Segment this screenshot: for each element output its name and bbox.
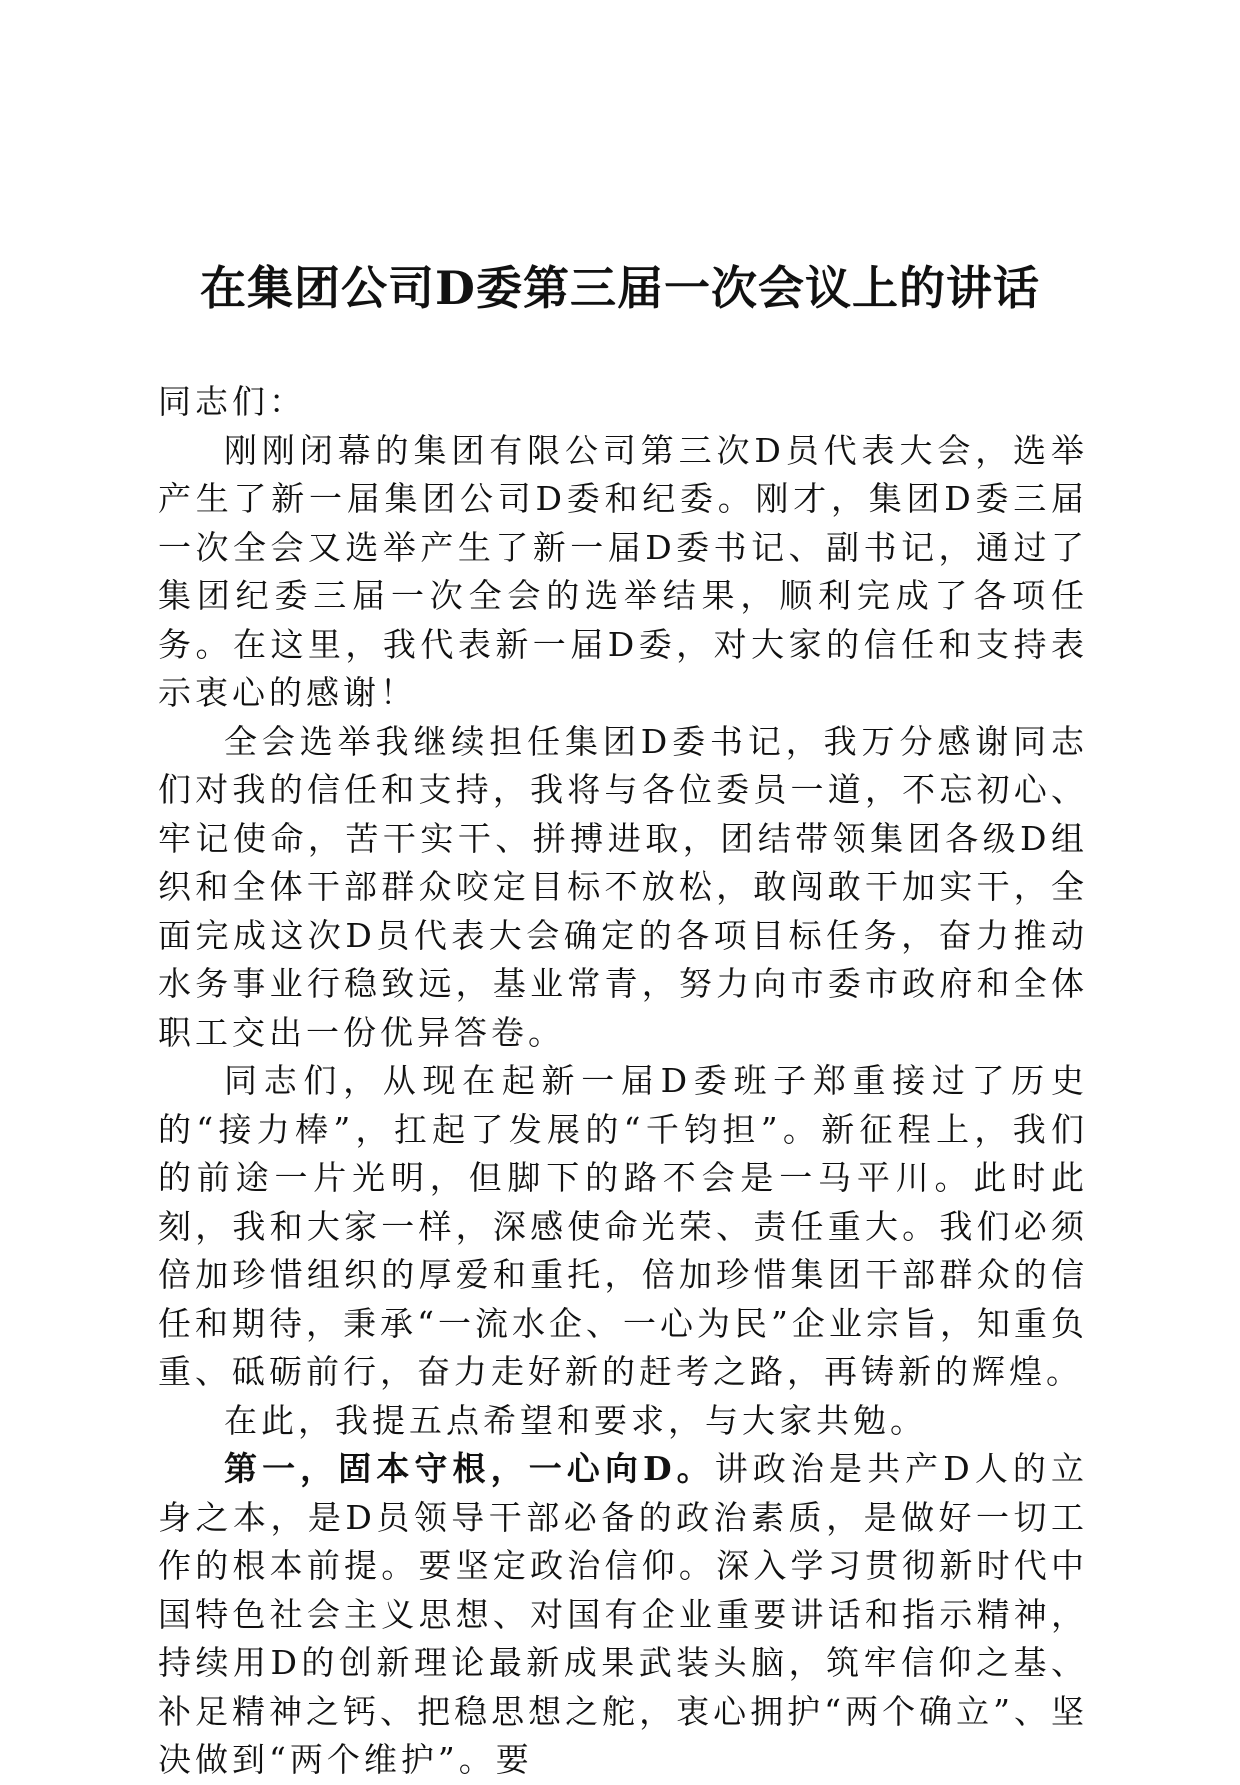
section-1-heading: 第一，固本守根，一心向D。 bbox=[224, 1449, 715, 1488]
section-1-text: 讲政治是共产D人的立身之本，是D员领导干部必备的政治素质，是做好一切工作的根本前提。要坚定政治信仰。深入学习贯彻新时代中国特色社会主义思想、对国有企业重要讲话和指示精神，持续用D的创新理论最新成果武装头脑，筑牢信仰之基、补足精神之钙、把稳思想之舵，衷心拥护“两个确立”、坚决做到“两个维护”。要 bbox=[158, 1449, 1088, 1779]
paragraph-1: 刚刚闭幕的集团有限公司第三次D员代表大会，选举产生了新一届集团公司D委和纪委。刚才，集团D委三届一次全会又选举产生了新一届D委书记、副书记，通过了集团纪委三届一次全会的选举结果，顺利完成了各项任务。在这里，我代表新一届D委，对大家的信任和支持表示衷心的感谢！ bbox=[158, 430, 1088, 712]
salutation: 同志们： bbox=[158, 382, 306, 421]
section-1-paragraph bbox=[158, 1445, 1088, 1785]
paragraph-3: 同志们，从现在起新一届D委班子郑重接过了历史的“接力棒”，扛起了发展的“千钧担”。新征程上，我们的前途一片光明，但脚下的路不会是一马平川。此时此刻，我和大家一样，深感使命光荣、责任重大。我们必须倍加珍惜组织的厚爱和重托，倍加珍惜集团干部群众的信任和期待，秉承“一流水企、一心为民”企业宗旨，知重负重、砥砺前行，奋力走好新的赶考之路，再铸新的辉煌。 bbox=[158, 1061, 1088, 1391]
paragraph-4: 在此，我提五点希望和要求，与大家共勉。 bbox=[224, 1400, 927, 1440]
document-body bbox=[158, 378, 1088, 1785]
paragraph-2: 全会选举我继续担任集团D委书记，我万分感谢同志们对我的信任和支持，我将与各位委员一道，不忘初心、牢记使命，苦干实干、拼搏进取，团结带领集团各级D组织和全体干部群众咬定目标不放松，敢闯敢干加实干，全面完成这次D员代表大会确定的各项目标任务，奋力推动水务事业行稳致远，基业常青，努力向市委市政府和全体职工交出一份优异答卷。 bbox=[158, 721, 1088, 1052]
page-title: 在集团公司D委第三届一次会议上的讲话 bbox=[200, 261, 1040, 315]
